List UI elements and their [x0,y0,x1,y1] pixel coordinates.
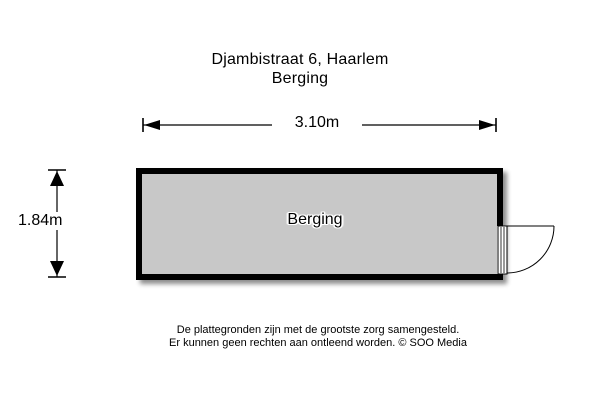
room-label-berging: Berging [287,211,343,228]
disclaimer-line-2: Er kunnen geen rechten aan ontleend worden. © SOO Media [169,337,467,349]
arrow-left-icon [144,120,160,130]
arrow-right-icon [479,120,495,130]
disclaimer-line-1: De plattegronden zijn met de grootste zorg samengesteld. [176,324,460,336]
plan-address-title: Djambistraat 6, Haarlem [211,51,389,68]
door [497,226,554,274]
width-dimension-label: 3.10m [272,114,362,132]
height-dimension-label: 1.84m [18,212,98,230]
arrow-down-icon [50,261,64,276]
arrow-up-icon [50,171,64,186]
plan-subtitle: Berging [271,70,329,87]
door-swing-arc [507,226,554,273]
